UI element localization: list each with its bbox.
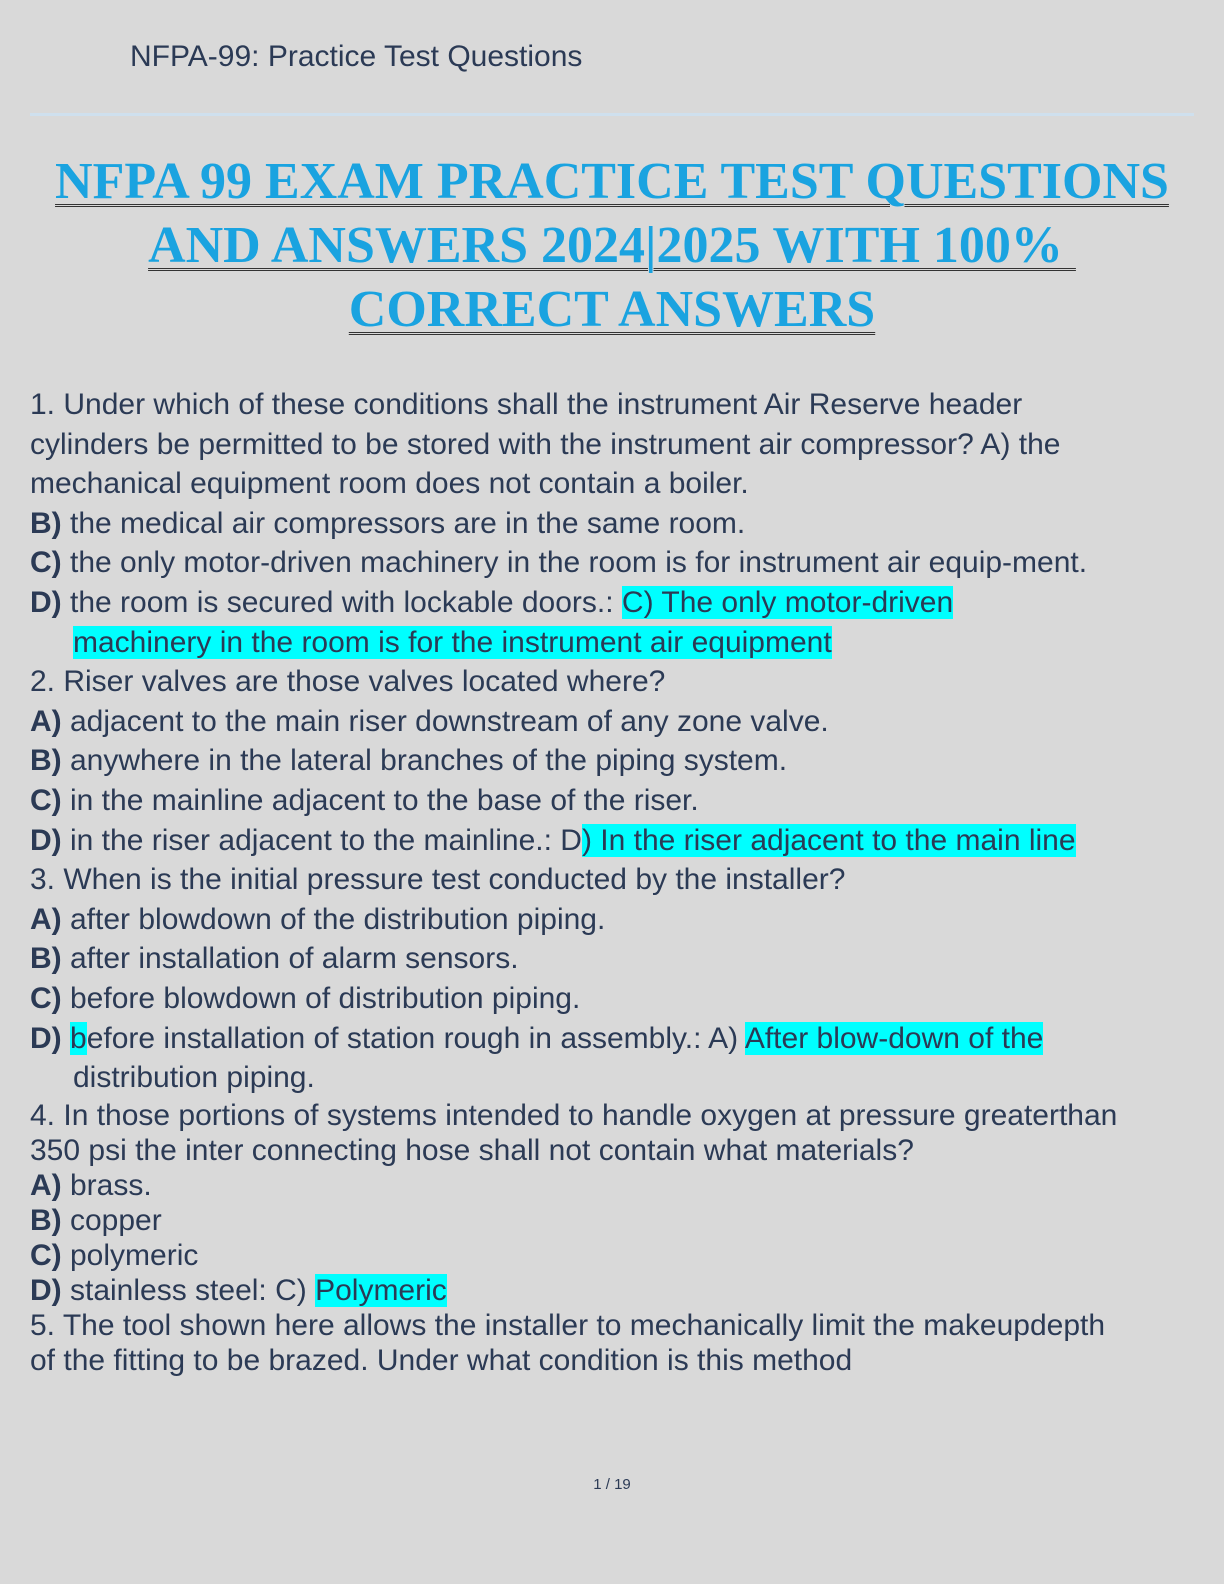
question-2 bbox=[30, 662, 1200, 860]
question-4-option-a bbox=[30, 1168, 1200, 1203]
option-text: brass. bbox=[61, 1168, 152, 1202]
question-2-option-d bbox=[30, 821, 1200, 861]
question-3-line-1: 3. When is the initial pressure test conducted by the installer? bbox=[30, 863, 846, 897]
question-2-option-b bbox=[30, 741, 1200, 781]
option-text: after installation of alarm sensors. bbox=[61, 942, 519, 976]
highlighted-answer-continued: machinery in the room is for the instrument air equipment bbox=[73, 625, 832, 659]
question-list bbox=[30, 385, 1200, 1378]
question-4-line-2: 350 psi the inter connecting hose shall not contain what materials? bbox=[30, 1133, 914, 1167]
question-1-line-2: cylinders be permitted to be stored with the instrument air compressor? A) the bbox=[30, 427, 1061, 461]
option-letter: B) bbox=[30, 744, 62, 778]
option-letter: C) bbox=[30, 546, 62, 580]
question-4-option-b bbox=[30, 1203, 1200, 1238]
question-1-answer-continued bbox=[30, 623, 1200, 663]
question-4-option-d bbox=[30, 1273, 1200, 1308]
question-1-line-3: mechanical equipment room does not contain a boiler. bbox=[30, 467, 749, 501]
question-2-option-c bbox=[30, 781, 1200, 821]
option-letter: B) bbox=[30, 942, 62, 976]
question-1-option-b bbox=[30, 504, 1200, 544]
option-text: the medical air compressors are in the same room. bbox=[61, 506, 746, 540]
title-line-2: AND ANSWERS 2024|2025 WITH 100% bbox=[148, 217, 1076, 274]
question-5-line-1: 5. The tool shown here allows the installer to mechanically limit the makeupdepth bbox=[30, 1308, 1106, 1342]
option-text: anywhere in the lateral branches of the piping system. bbox=[61, 744, 788, 778]
question-5 bbox=[30, 1308, 1200, 1378]
question-2-line-1: 2. Riser valves are those valves located where? bbox=[30, 665, 666, 699]
option-text: the only motor-driven machinery in the room is for instrument air equip-ment. bbox=[61, 546, 1088, 580]
title-line-1: NFPA 99 EXAM PRACTICE TEST QUESTIONS bbox=[55, 153, 1169, 210]
question-4 bbox=[30, 1098, 1200, 1308]
option-text: copper bbox=[61, 1203, 162, 1237]
option-text: efore installation of station rough in assembly.: A) bbox=[86, 1021, 745, 1055]
question-5-line-2: of the fitting to be brazed. Under what condition is this method bbox=[30, 1343, 853, 1377]
option-text: stainless steel: C) bbox=[61, 1273, 316, 1307]
title-line-3: CORRECT ANSWERS bbox=[348, 281, 876, 338]
document-title bbox=[30, 150, 1194, 342]
question-4-option-c bbox=[30, 1238, 1200, 1273]
option-text: before blowdown of distribution piping. bbox=[61, 981, 581, 1015]
highlighted-answer: C) The only motor-driven bbox=[621, 585, 954, 619]
option-letter: B) bbox=[30, 506, 62, 540]
option-letter: B) bbox=[30, 1203, 62, 1237]
header-divider bbox=[30, 113, 1194, 116]
question-1-option-c bbox=[30, 543, 1200, 583]
option-text: polymeric bbox=[61, 1238, 199, 1272]
option-letter: A) bbox=[30, 1168, 62, 1202]
highlighted-answer: Polymeric bbox=[315, 1273, 447, 1307]
question-3-option-a bbox=[30, 900, 1200, 940]
question-3-option-c bbox=[30, 979, 1200, 1019]
question-4-line-1: 4. In those portions of systems intended to handle oxygen at pressure greaterthan bbox=[30, 1098, 1118, 1132]
option-letter: A) bbox=[30, 704, 62, 738]
page-number: 1 / 19 bbox=[593, 1476, 631, 1493]
option-text: the room is secured with lockable doors.: bbox=[61, 585, 622, 619]
highlighted-first-char: b bbox=[70, 1021, 87, 1055]
question-3-option-d bbox=[30, 1019, 1200, 1059]
option-letter: D) bbox=[30, 1021, 62, 1055]
question-1-line-1: 1. Under which of these conditions shall the instrument Air Reserve header bbox=[30, 388, 1023, 421]
option-letter: C) bbox=[30, 783, 62, 817]
question-3-option-b bbox=[30, 939, 1200, 979]
question-1 bbox=[30, 385, 1200, 662]
option-letter: C) bbox=[30, 1238, 62, 1272]
highlighted-answer: ) In the riser adjacent to the main line bbox=[581, 823, 1076, 857]
option-letter: D) bbox=[30, 585, 62, 619]
option-letter: D) bbox=[30, 823, 62, 857]
option-letter: C) bbox=[30, 981, 62, 1015]
running-header: NFPA-99: Practice Test Questions bbox=[130, 40, 583, 73]
question-2-option-a bbox=[30, 702, 1200, 742]
question-3 bbox=[30, 860, 1200, 1098]
option-letter: D) bbox=[30, 1273, 62, 1307]
option-text: after blowdown of the distribution piping. bbox=[61, 902, 606, 936]
option-text: in the riser adjacent to the mainline.: D bbox=[61, 823, 582, 857]
option-letter: A) bbox=[30, 902, 62, 936]
highlighted-answer: After blow-down of the bbox=[744, 1021, 1044, 1055]
question-1-option-d bbox=[30, 583, 1200, 623]
option-spacer bbox=[62, 1022, 70, 1055]
option-text: adjacent to the main riser downstream of any zone valve. bbox=[61, 704, 829, 738]
option-text: in the mainline adjacent to the base of the riser. bbox=[61, 783, 699, 817]
question-3-continued: distribution piping. bbox=[73, 1061, 315, 1095]
